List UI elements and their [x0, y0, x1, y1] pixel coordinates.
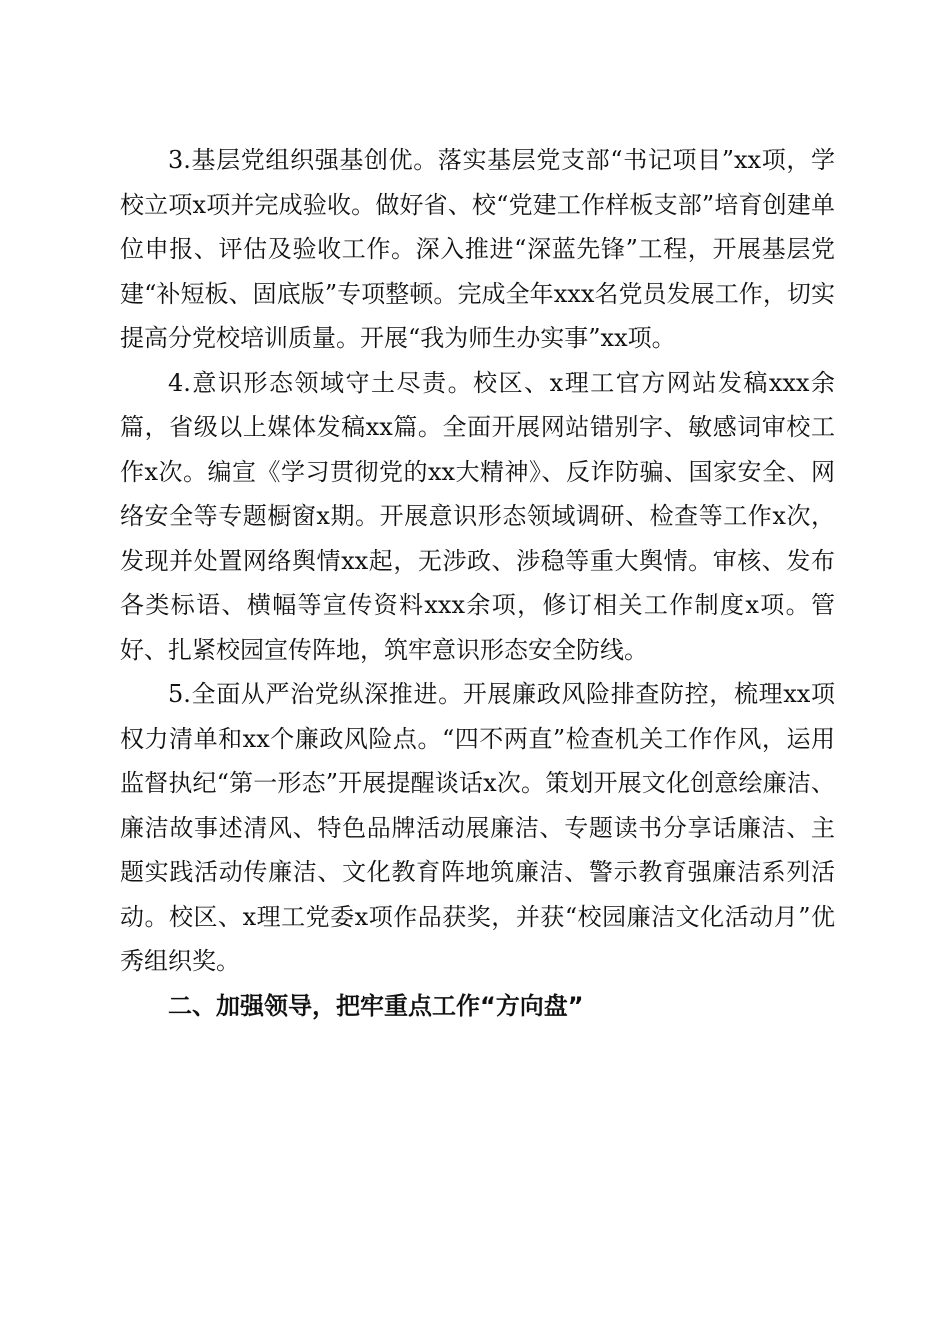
paragraph-grassroots-party: 3.基层党组织强基创优。落实基层党支部“书记项目”xx项，学校立项x项并完成验收。做好省、校“党建工作样板支部”培育创建单位申报、评估及验收工作。深入推进“深蓝先锋”工程，开展基层党建“补短板、固底版”专项整顿。完成全年xxx名党员发展工作，切实提高分党校培训质量。开展“我为师生办实事”xx项。 [120, 146, 835, 352]
paragraph-ideology: 4.意识形态领域守土尽责。校区、x理工官方网站发稿xxx余篇，省级以上媒体发稿xx篇。全面开展网站错别字、敏感词审校工作x次。编宣《学习贯彻党的xx大精神》、反诈防骗、国家安全、网络安全等专题橱窗x期。开展意识形态领域调研、检查等工作x次，发现并处置网络舆情xx起，无涉政、涉稳等重大舆情。审核、发布各类标语、横幅等宣传资料xxx余项，修订相关工作制度x项。管好、扎紧校园宣传阵地，筑牢意识形态安全防线。 [120, 368, 835, 664]
document-body [120, 138, 835, 1028]
section-heading: 二、加强领导，把牢重点工作“方向盘” [168, 991, 584, 1020]
paragraph-party-discipline: 5.全面从严治党纵深推进。开展廉政风险排查防控，梳理xx项权力清单和xx个廉政风险点。“四不两直”检查机关工作作风，运用监督执纪“第一形态”开展提醒谈话x次。策划开展文化创意绘廉洁、廉洁故事述清风、特色品牌活动展廉洁、专题读书分享话廉洁、主题实践活动传廉洁、文化教育阵地筑廉洁、警示教育强廉洁系列活动。校区、x理工党委x项作品获奖，并获“校园廉洁文化活动月”优秀组织奖。 [120, 680, 835, 975]
